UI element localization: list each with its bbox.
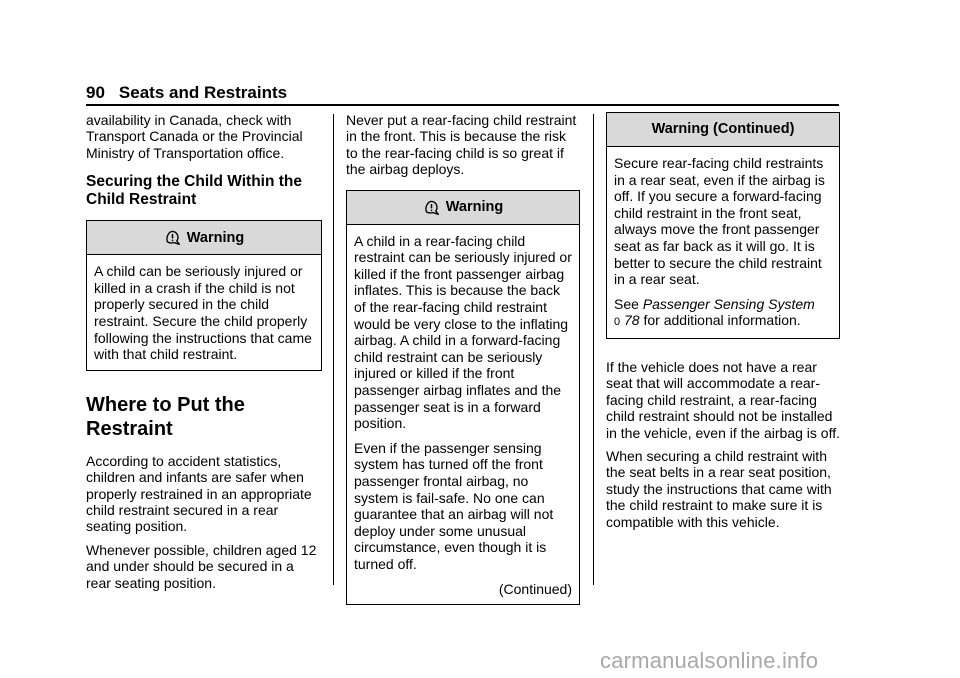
- column-3: [606, 112, 840, 537]
- warning-header: [607, 113, 839, 147]
- section-heading-where-to-put: Where to Put the Restraint: [86, 393, 245, 440]
- column-1: [86, 112, 322, 598]
- warning-text-1: A child in a rear-facing child restraint can be seriously injured or killed if the front passenger airbag inflates. This is because the back of the rear-facing child restraint would be very close to the inflating airbag. A child in a forward-facing child restraint can be seriously injured or killed if the front passenger airbag inflates and the passenger seat is in a forward position.: [354, 232, 572, 432]
- header-rule: [86, 104, 839, 106]
- warning-box-rear-facing: [346, 190, 580, 605]
- warning-box-continued: [606, 112, 840, 339]
- section-title: Seats and Restraints: [118, 83, 288, 102]
- warning-icon: [164, 229, 181, 246]
- page-number: 90: [86, 83, 105, 102]
- warning-title: Warning: [445, 198, 504, 215]
- col3-para-2: When securing a child restraint with the seat belts in a rear seat position, study the instructions that came with the child restraint to make sure it is compatible with this vehicle.: [606, 447, 832, 530]
- col3-para-1: If the vehicle does not have a rear seat that will accommodate a rear-facing child restraint, a rear-facing child restraint should not be installed in the vehicle, even if the airbag is off.: [606, 358, 840, 441]
- warning-text-1: Secure rear-facing child restraints in a rear seat, even if the airbag is off. If you secure a forward-facing child restraint in the front seat, always move the front passenger seat as far back as it will go. It is better to secure the child restraint in a rear seat.: [614, 155, 825, 288]
- warning-body: [87, 255, 321, 370]
- page-header: [86, 83, 287, 103]
- warning-see-reference: [614, 296, 832, 331]
- col1-intro: availability in Canada, check with Transport Canada or the Provincial Ministry of Transportation office.: [86, 112, 303, 161]
- warning-header: [87, 221, 321, 255]
- warning-text-2: Even if the passenger sensing system has turned off the front passenger frontal airbag, no system is fail-safe. No one can guarantee that an airbag will not deploy under some unusual circumstance, even though it is turned off.: [354, 439, 554, 572]
- col1-para-2: Whenever possible, children aged 12 and under should be secured in a rear seating position.: [86, 541, 317, 591]
- continued-label: (Continued): [498, 580, 572, 597]
- col2-intro: Never put a rear-facing child restraint in the front. This is because the risk to the rear-facing child is so great if the airbag deploys.: [346, 112, 577, 178]
- warning-body: [607, 147, 839, 338]
- subheading-securing-child: Securing the Child Within the Child Restraint: [86, 173, 302, 209]
- see-label: See: [614, 295, 639, 312]
- watermark: carmanualsonline.info: [600, 648, 819, 673]
- page-ref-arrow: 0: [614, 316, 621, 329]
- col1-para-1: According to accident statistics, children and infants are safer when properly restrained in an appropriate child restraint secured in a rear seating position.: [86, 452, 312, 535]
- column-2: [346, 112, 580, 605]
- reference-page[interactable]: 78: [624, 312, 640, 329]
- column-divider-1: [333, 114, 334, 585]
- column-divider-2: [593, 114, 594, 585]
- warning-title: Warning (Continued): [651, 121, 795, 138]
- warning-icon: [423, 199, 440, 216]
- reference-link-passenger-sensing[interactable]: Passenger Sensing System: [642, 295, 815, 312]
- warning-header: [347, 191, 579, 225]
- warning-text: A child can be seriously injured or killed in a crash if the child is not properly secured in the child restraint. Secure the child properly following the instructions that came with that child restraint.: [94, 263, 312, 363]
- reference-suffix: for additional information.: [643, 312, 801, 329]
- warning-box-securing: [86, 220, 322, 371]
- warning-title: Warning: [186, 229, 245, 246]
- warning-body: [347, 225, 579, 604]
